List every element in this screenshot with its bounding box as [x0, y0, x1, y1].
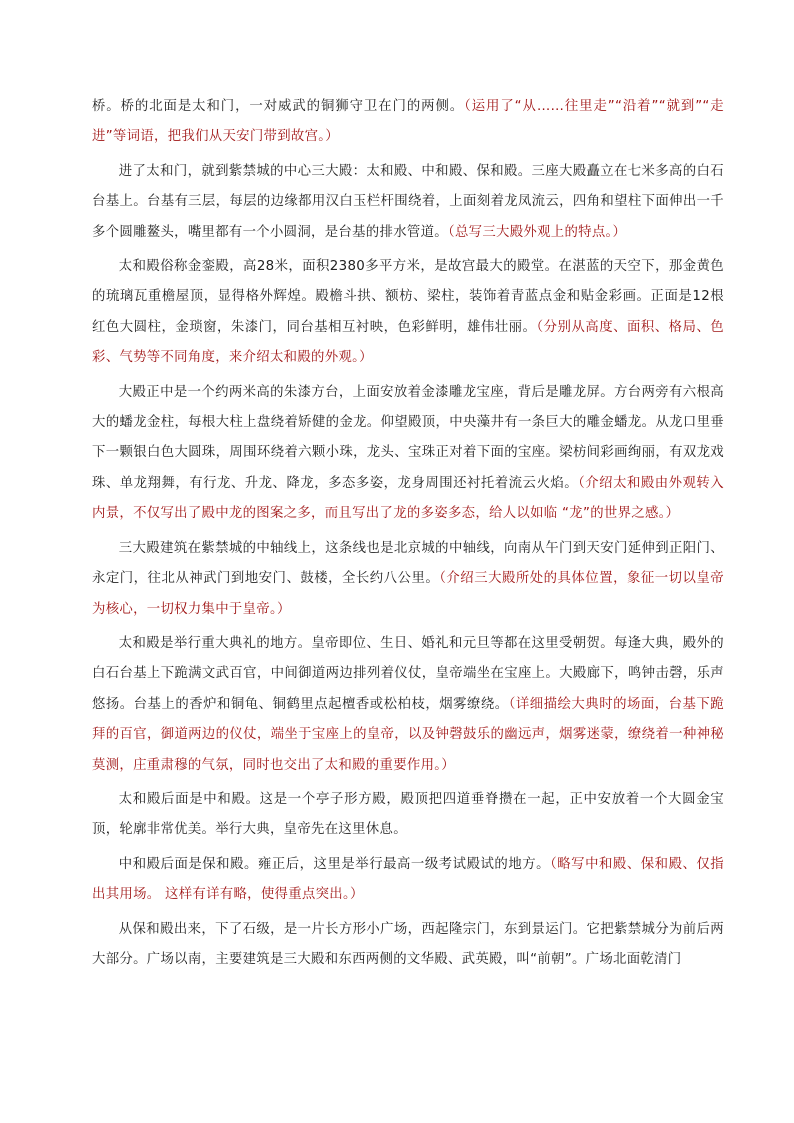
paragraph-7 — [92, 785, 724, 846]
annotation-note: （介绍三大殿所处的具体位置，象征一切以皇帝为核心，一切权力集中于皇帝。） — [92, 571, 725, 617]
paragraph-text: 进了太和门，就到紫禁城的中心三大殿：太和殿、中和殿、保和殿。三座大殿矗立在七米多高的白石台基上。台基有三层，每层的边缘都用汉白玉栏杆围绕着，上面刻着龙凤流云，四角和望柱下面伸出一千多个圆雕鳌头，嘴里都有一个小圆洞，是台基的排水管道。 — [92, 163, 724, 240]
annotation-note: （运用了“从……往里走”“沿着”“就到”“走进”等词语，把我们从天安门带到故宫。） — [92, 99, 724, 145]
paragraph-5 — [92, 534, 724, 625]
annotation-note: （介绍太和殿由外观转入内景，不仅写出了殿中龙的图案之多，而且写出了龙的多姿多态，给人以如临 “龙”的世界之感。） — [92, 475, 724, 522]
paragraph-text: 桥。桥的北面是太和门，一对威武的铜狮守卫在门的两侧。 — [92, 99, 465, 114]
paragraph-1 — [92, 92, 724, 153]
paragraph-2 — [92, 157, 724, 248]
paragraph-6 — [92, 629, 724, 781]
paragraph-text: 大殿正中是一个约两米高的朱漆方台，上面安放着金漆雕龙宝座，背后是雕龙屏。方台两旁有六根高大的蟠龙金柱，每根大柱上盘绕着矫健的金龙。仰望殿顶，中央藻井有一条巨大的雕金蟠龙。从龙口里垂下一颗银白色大圆珠，周围环绕着六颗小珠，龙头、宝珠正对着下面的宝座。梁枋间彩画绚丽，有双龙戏珠、单龙翔舞，有行龙、升龙、降龙，多态多姿，龙身周围还衬托着流云火焰。 — [92, 384, 724, 491]
paragraph-text: 中和殿后面是保和殿。雍正后，这里是举行最高一级考试殿试的地方。 — [118, 856, 551, 872]
paragraph-text: 太和殿后面是中和殿。这是一个亭子形方殿，殿顶把四道垂脊攒在一起，正中安放着一个大圆金宝顶，轮廓非常优美。举行大典，皇帝先在这里休息。 — [92, 791, 724, 838]
annotation-note: （略写中和殿、保和殿、仅指出其用场。 这样有详有略，使得重点突出。） — [92, 856, 724, 903]
annotation-note: （分别从高度、面积、格局、色彩、气势等不同角度，来介绍太和殿的外观。） — [92, 319, 724, 366]
paragraph-text: 太和殿是举行重大典礼的地方。皇帝即位、生日、婚礼和元旦等都在这里受朝贺。每逢大典，殿外的白石台基上下跪满文武百官，中间御道两边排列着仪仗，皇帝端坐在宝座上。大殿廊下，鸣钟击磬，乐声悠扬。台基上的香炉和铜龟、铜鹤里点起檀香或松柏枝，烟雾缭绕。 — [92, 635, 724, 712]
paragraph-9 — [92, 915, 724, 976]
paragraph-text: 太和殿俗称金銮殿，高28米，面积2380多平方米，是故宫最大的殿堂。在湛蓝的天空下，那金黄色的琉璃瓦重檐屋顶，显得格外辉煌。殿檐斗拱、额枋、梁柱，装饰着青蓝点金和贴金彩画。正面是12根红色大圆柱，金琐窗，朱漆门，同台基相互衬映，色彩鲜明，雄伟壮丽。 — [92, 259, 724, 335]
paragraph-4 — [92, 378, 724, 530]
paragraph-3 — [92, 252, 724, 374]
paragraph-text: 三大殿建筑在紫禁城的中轴线上，这条线也是北京城的中轴线，向南从午门到天安门延伸到正阳门、永定门，往北从神武门到地安门、鼓楼，全长约八公里。 — [92, 540, 724, 587]
annotation-note: （详细描绘大典时的场面，台基下跪拜的百官，御道两边的仪仗，端坐于宝座上的皇帝，以及钟磬鼓乐的幽远声，烟雾迷蒙，缭绕着一种神秘莫测，庄重肃穆的气氛，同时也交出了太和殿的重要作用。） — [92, 696, 724, 773]
paragraph-8 — [92, 850, 724, 911]
paragraph-text: 从保和殿出来，下了石级，是一片长方形小广场，西起隆宗门，东到景运门。它把紫禁城分为前后两大部分。广场以南，主要建筑是三大殿和东西两侧的文华殿、武英殿，叫“前朝”。广场北面乾清门 — [92, 921, 724, 967]
annotation-note: （总写三大殿外观上的特点。） — [447, 224, 627, 240]
document-body — [92, 92, 724, 979]
